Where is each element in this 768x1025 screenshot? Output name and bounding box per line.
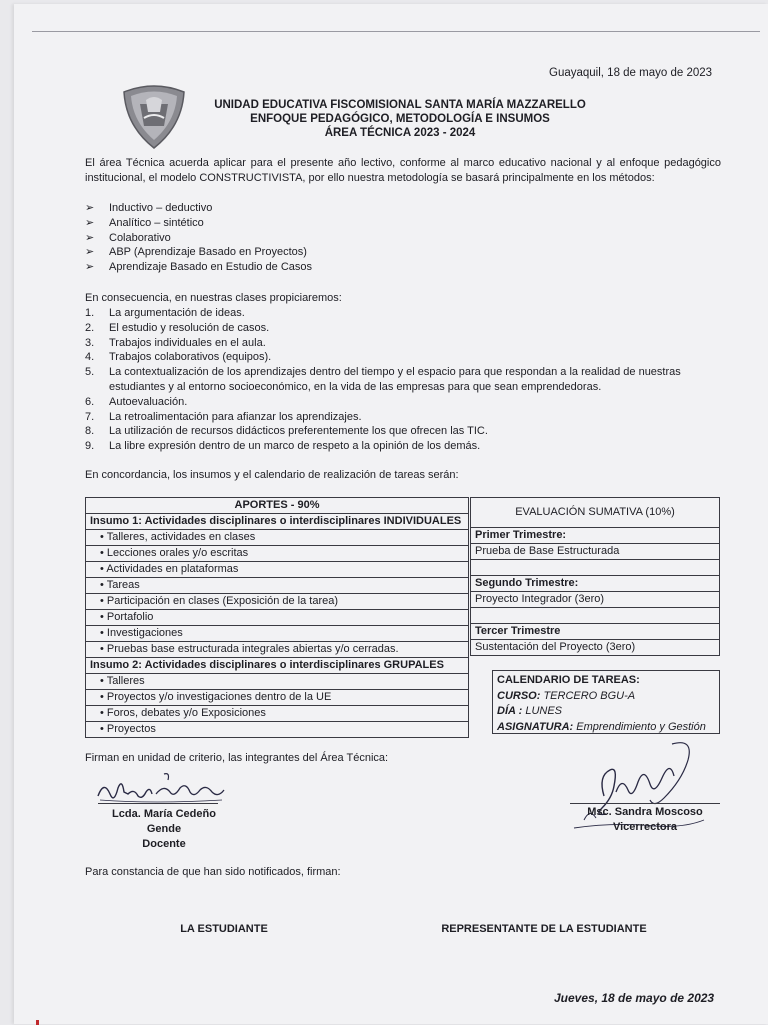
signature-right-line (570, 803, 720, 804)
signature-right-role: Vicerrectora (612, 821, 677, 833)
method-text: Aprendizaje Basado en Estudio de Casos (109, 261, 313, 274)
methods-list (85, 201, 312, 275)
practice-text: La retroalimentación para afianzar los aprendizajes. (109, 410, 362, 423)
item-text: Proyectos y/o investigaciones dentro de la UE (106, 691, 332, 703)
insumo1-item (86, 626, 469, 642)
insumo2-item (86, 706, 469, 722)
insumo2-item (86, 674, 469, 690)
bullet-icon: • (100, 531, 107, 543)
practice-item (85, 336, 721, 351)
header-subtitle: ENFOQUE PEDAGÓGICO, METODOLOGÍA E INSUMOS (250, 113, 550, 125)
t2-value: Proyecto Integrador (3ero) (471, 592, 720, 608)
consequence-intro: En consecuencia, en nuestras clases propiciaremos: (85, 292, 342, 304)
document-page (14, 4, 768, 1024)
document-header (184, 98, 616, 140)
t3-label: Tercer Trimestre (471, 624, 720, 640)
signature-left-role2: Docente (142, 838, 186, 850)
aportes-title: APORTES - 90% (86, 498, 469, 514)
item-text: Investigaciones (106, 627, 183, 639)
practices-list (85, 306, 721, 454)
estudiante-label: LA ESTUDIANTE (180, 923, 268, 935)
signature-left-block (98, 807, 230, 852)
practice-item (85, 439, 721, 454)
empty-cell (471, 608, 720, 624)
practice-text: La libre expresión dentro de un marco de respeto a la opinión de los demás. (109, 440, 481, 453)
signature-left-role1: Gende (146, 823, 182, 835)
date-top: Guayaquil, 18 de mayo de 2023 (549, 67, 713, 79)
curso-line: CURSO: TERCERO BGU-A (497, 689, 636, 702)
practice-text: La argumentación de ideas. (109, 307, 245, 319)
practice-number: 6. (85, 395, 95, 408)
calendario-box (492, 670, 720, 734)
item-text: Lecciones orales y/o escritas (106, 547, 249, 559)
header-area: ÁREA TÉCNICA 2023 - 2024 (324, 127, 476, 139)
insumo1-item (86, 530, 469, 546)
signature-left-name: Lcda. María Cedeño (112, 808, 216, 820)
practice-number: 8. (85, 425, 95, 438)
item-text: Portafolio (106, 611, 154, 623)
aportes-table (85, 497, 469, 738)
item-text: Talleres (106, 675, 145, 687)
item-text: Participación en clases (Exposición de la tarea) (106, 595, 339, 607)
sumativa-title: EVALUACIÓN SUMATIVA (10%) (471, 498, 720, 528)
intro-paragraph: El área Técnica acuerda aplicar para el presente año lectivo, conforme al marco educativo nacional y al enfoque pedagógico institucional, el modelo CONSTRUCTIVISTA, por ello nuestra metodología se basará principalmente en los métodos: (85, 157, 721, 184)
bullet-icon: • (100, 643, 107, 655)
method-text: Analítico – sintético (109, 216, 204, 229)
bullet-icon: • (100, 627, 107, 639)
item-text: Actividades en plataformas (106, 563, 239, 575)
signature-left-line (98, 803, 218, 804)
method-item (85, 216, 312, 231)
empty-cell (471, 560, 720, 576)
practice-number: 2. (85, 321, 95, 334)
t2-label: Segundo Trimestre: (471, 576, 720, 592)
practice-number: 9. (85, 440, 95, 453)
practice-item (85, 395, 721, 410)
scan-mark (36, 1020, 39, 1025)
bullet-icon: • (100, 691, 107, 703)
dia-line: DÍA : LUNES (497, 705, 563, 717)
t1-value: Prueba de Base Estructurada (471, 544, 720, 560)
practice-number: 7. (85, 410, 95, 423)
item-text: Pruebas base estructurada integrales abiertas y/o cerradas. (106, 643, 399, 655)
arrowhead-icon: ➢ (85, 202, 95, 214)
concordance-text: En concordancia, los insumos y el calendario de realización de tareas serán: (85, 469, 459, 481)
bullet-icon: • (100, 707, 107, 719)
arrowhead-icon: ➢ (85, 261, 95, 274)
practice-item (85, 365, 721, 395)
practice-text: Autoevaluación. (109, 395, 188, 408)
practice-number: 3. (85, 336, 95, 349)
practice-text: El estudio y resolución de casos. (109, 321, 270, 334)
item-text: Talleres, actividades en clases (106, 531, 256, 543)
insumo2-item (86, 722, 469, 738)
firman-unidad-text: Firman en unidad de criterio, las integrantes del Área Técnica: (85, 752, 389, 764)
insumo2-item (86, 690, 469, 706)
practice-item (85, 321, 721, 336)
t1-label: Primer Trimestre: (471, 528, 720, 544)
insumo1-item (86, 642, 469, 658)
arrowhead-icon: ➢ (85, 216, 95, 229)
signature-right-block (570, 805, 720, 835)
school-shield-logo-icon (120, 82, 188, 150)
bullet-icon: • (100, 675, 107, 687)
header-school-name: UNIDAD EDUCATIVA FISCOMISIONAL SANTA MARÍA MAZZARELLO (214, 99, 586, 111)
insumo1-item (86, 546, 469, 562)
bullet-icon: • (100, 595, 107, 607)
bullet-icon: • (100, 579, 107, 591)
t3-value: Sustentación del Proyecto (3ero) (471, 640, 720, 656)
practice-item (85, 424, 721, 439)
top-rule (32, 31, 760, 32)
method-text: ABP (Aprendizaje Basado en Proyectos) (109, 246, 307, 259)
method-text: Inductivo – deductivo (109, 202, 213, 214)
signature-right-name: Msc. Sandra Moscoso (587, 806, 703, 818)
method-item (85, 245, 312, 260)
bullet-icon: • (100, 611, 107, 623)
practice-text: La contextualización de los aprendizajes dentro del tiempo y el espacio para que respondan a la realidad de nuestras estudiantes y al entorno socioeconómico, en la vida de las empresas para que sean emprendedoras. (109, 366, 681, 393)
practice-text: Trabajos colaborativos (equipos). (109, 351, 272, 364)
insumo1-title: Insumo 1: Actividades disciplinares o interdisciplinares INDIVIDUALES (86, 514, 469, 530)
method-item (85, 201, 312, 216)
insumo1-item (86, 578, 469, 594)
bullet-icon: • (100, 547, 107, 559)
item-text: Tareas (106, 579, 140, 591)
method-item (85, 260, 312, 275)
practice-item (85, 306, 721, 321)
signature-left-image (94, 770, 234, 810)
calendario-title: CALENDARIO DE TAREAS: (497, 674, 640, 686)
practice-number: 4. (85, 351, 95, 364)
practice-item (85, 350, 721, 365)
bullet-icon: • (100, 723, 107, 735)
insumo2-title: Insumo 2: Actividades disciplinares o interdisciplinares GRUPALES (86, 658, 469, 674)
insumo1-item (86, 594, 469, 610)
constancia-text: Para constancia de que han sido notificados, firman: (85, 866, 341, 878)
arrowhead-icon: ➢ (85, 246, 95, 259)
bullet-icon: • (100, 563, 107, 575)
practice-text: Trabajos individuales en el aula. (109, 336, 266, 349)
insumo1-item (86, 610, 469, 626)
practice-number: 5. (85, 366, 95, 379)
sumativa-table (470, 497, 720, 656)
representante-label: REPRESENTANTE DE LA ESTUDIANTE (441, 923, 647, 935)
arrowhead-icon: ➢ (85, 231, 95, 244)
method-item (85, 231, 312, 246)
asignatura-line: ASIGNATURA: Emprendimiento y Gestión (497, 720, 706, 733)
item-text: Foros, debates y/o Exposiciones (106, 707, 266, 719)
date-bottom: Jueves, 18 de mayo de 2023 (554, 991, 715, 1005)
practice-text: La utilización de recursos didácticos preferentemente los que ofrecen las TIC. (109, 425, 488, 438)
insumo1-item (86, 562, 469, 578)
practice-number: 1. (85, 307, 95, 319)
practice-item (85, 410, 721, 425)
method-text: Colaborativo (109, 231, 171, 244)
item-text: Proyectos (106, 723, 156, 735)
